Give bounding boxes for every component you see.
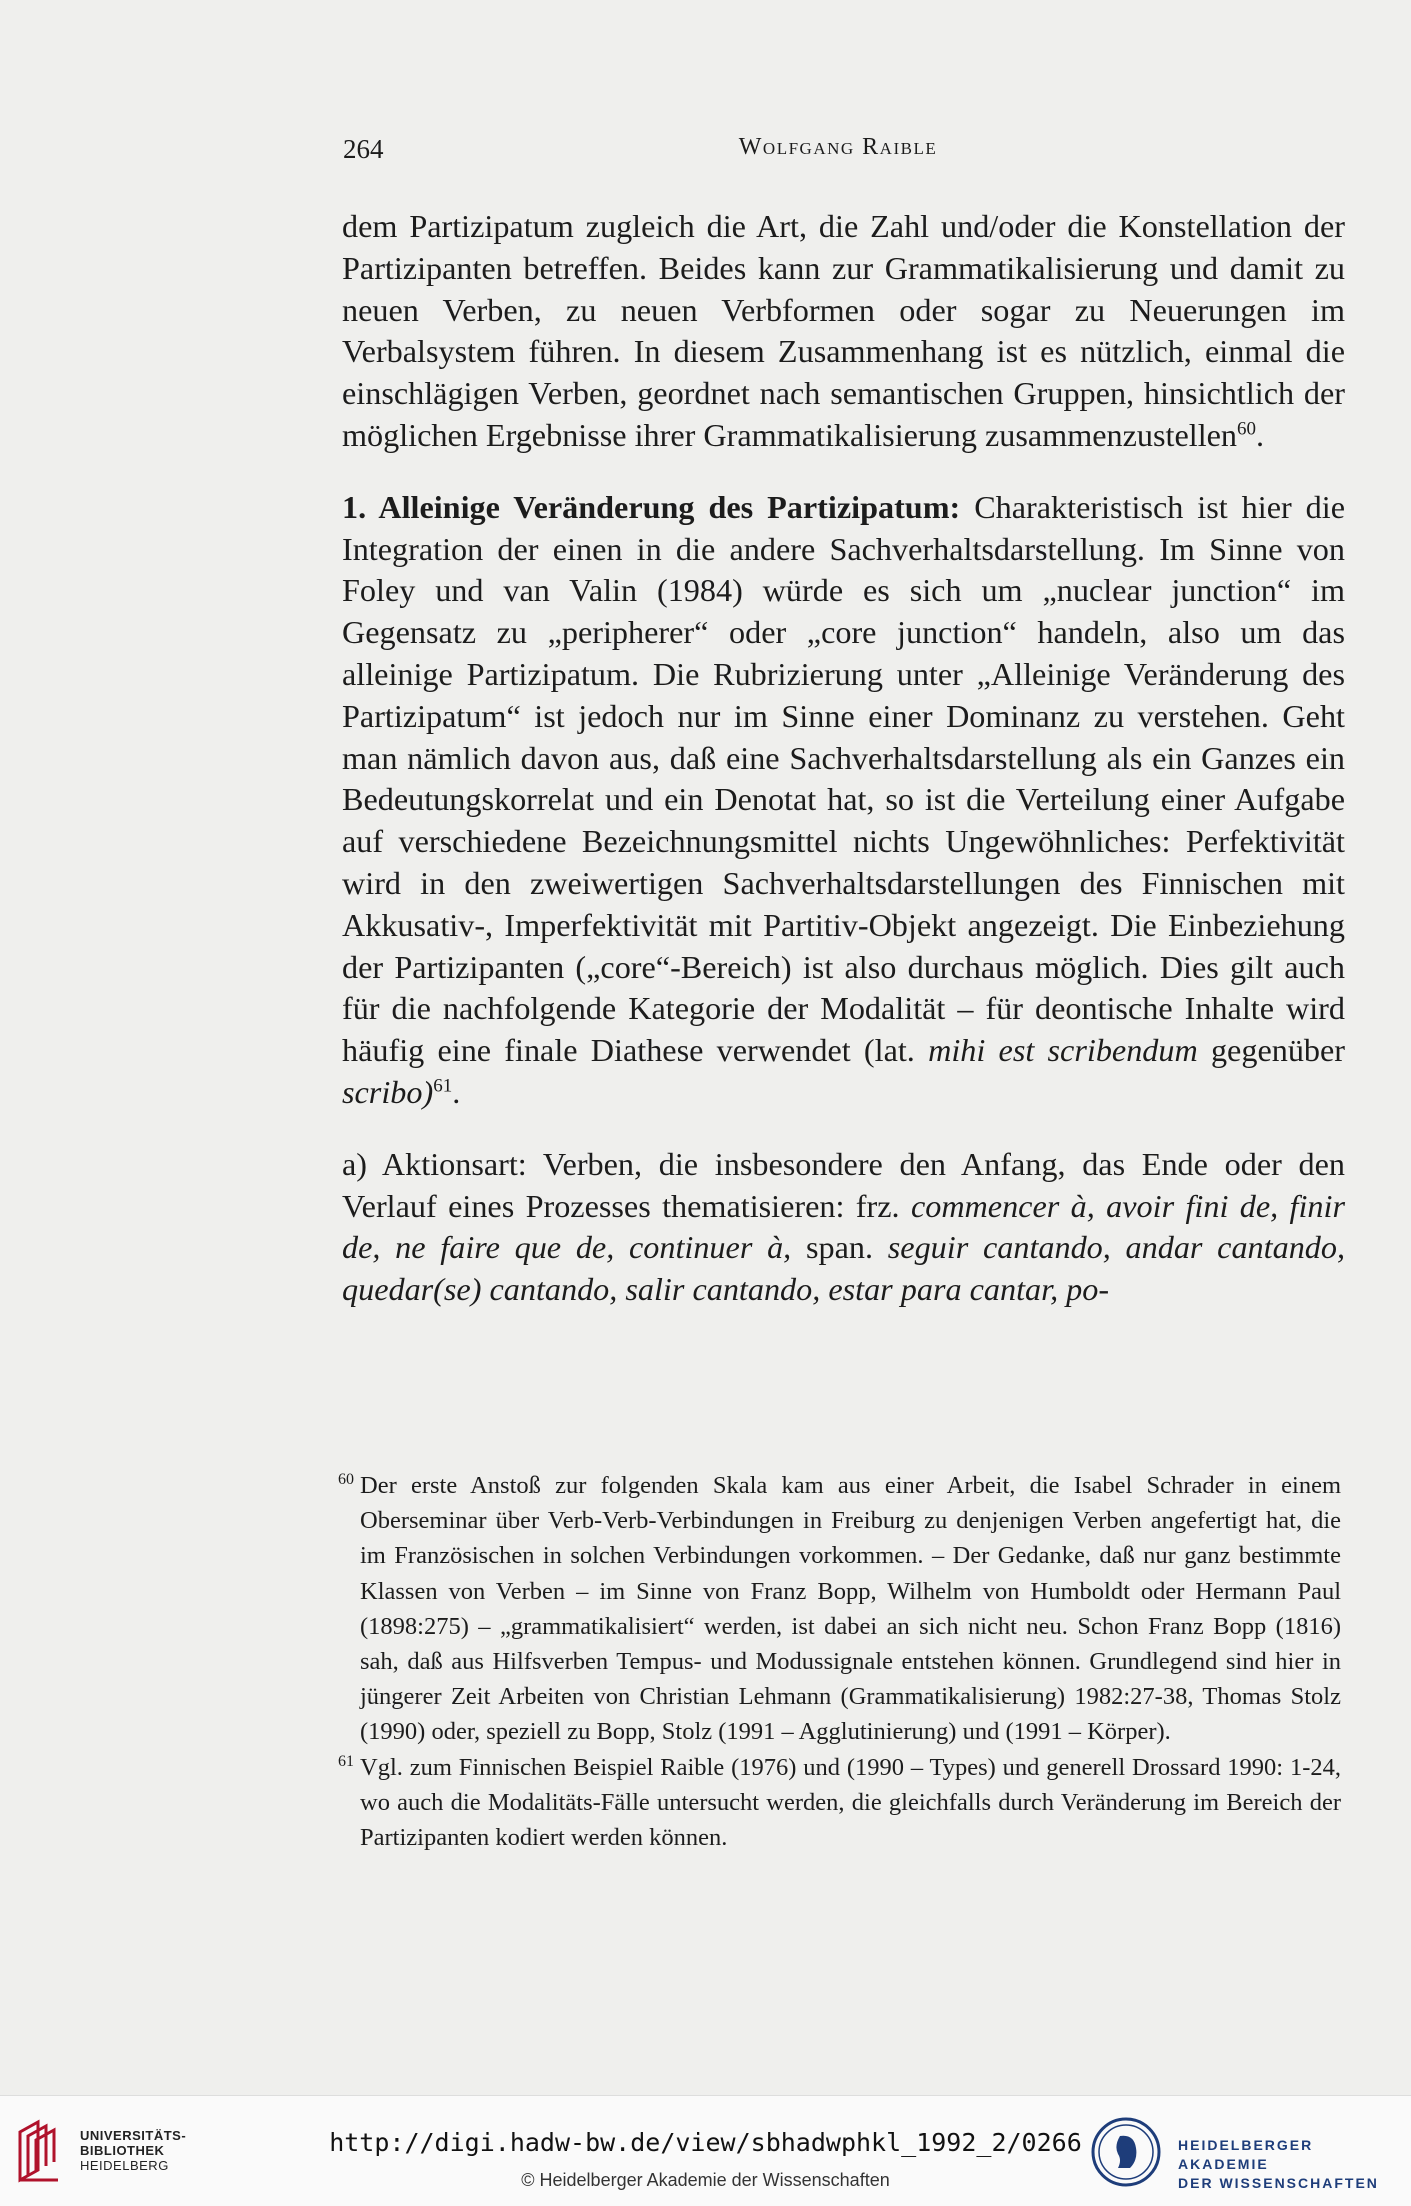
paragraph-3 [342,1144,1345,1311]
library-line-3: HEIDELBERG [80,2158,169,2173]
paragraph-2-mid: gegenüber [1197,1032,1346,1069]
page-header [343,134,1333,174]
academy-seal-icon [1090,2116,1162,2188]
paragraph-2-end: . [452,1073,461,1110]
footnote-ref-60[interactable]: 60 [1237,418,1257,440]
permalink-url[interactable]: http://digi.hadw-bw.de/view/sbhadwphkl_1992_2/0266 [329,2128,1082,2157]
footnotes [338,1468,1341,1855]
viewer-footer [0,2095,1411,2206]
paragraph-3-span: span. [791,1229,888,1266]
paragraph-2-text: Charakteristisch ist hier die Integration der einen in die andere Sachverhaltsdarstellung. Im Sinne von Foley und van Valin (1984) würde es sich um „nuclear junction“ im Gegensatz zu „peripherer“ oder „core junction“ handeln, also um das alleinige Partizipatum. Die Rubrizierung unter „Alleinige Veränderung des Partizipatum“ ist jedoch nur im Sinne einer Dominanz zu verstehen. Geht man nämlich davon aus, daß eine Sachverhaltsdarstellung als ein Ganzes ein Bedeutungskorrelat und ein Denotat hat, so ist die Verteilung einer Aufgabe auf verschiedene Bezeichnungsmittel nichts Ungewöhnliches: Perfektivität wird in den zweiwertigen Sachverhaltsdarstellungen des Finnischen mit Akkusativ-, Imperfektivität mit Partitiv-Objekt angezeigt. Die Einbeziehung der Partizipanten („core“-Bereich) ist also durchaus möglich. Dies gilt auch für die nachfolgende Kategorie der Modalität – für deontische Inhalte wird häufig eine finale Diathese verwendet (lat. [342,488,1346,1069]
footnote-ref-61[interactable]: 61 [433,1075,453,1097]
paragraph-1 [342,206,1345,457]
academy-line-1: HEIDELBERGER AKADEMIE [1178,2137,1314,2172]
paragraph-2 [342,487,1345,1114]
footnote-mark: 61 [338,1752,354,1770]
academy-line-2: DER WISSENSCHAFTEN [1178,2175,1379,2191]
main-text [342,206,1345,1311]
paragraph-1-text: dem Partizipatum zugleich die Art, die Zahl und/oder die Konstellation der Partizipanten betreffen. Beides kann zur Grammatikalisierung und damit zu neuen Verben, zu neuen Verbformen oder sogar zu Neuerungen im Verbalsystem führen. In diesem Zusammenhang ist es nützlich, einmal die einschlägigen Verben, geordnet nach semantischen Gruppen, hinsichtlich der möglichen Ergebnisse ihrer Grammatikalisierung zusammenzustellen [342,208,1345,453]
running-head: Wolfgang Raible [738,134,938,160]
latin-example-1: mihi est scribendum [928,1032,1198,1069]
academy-logo-link[interactable] [1090,2116,1400,2190]
footnote-mark: 60 [338,1471,354,1488]
section-heading: 1. Alleinige Veränderung des Partizipatum: [342,488,961,525]
paragraph-3-text: a) Aktionsart: Verben, die insbesondere den Anfang, das Ende oder den Verlauf eines Prozesses thematisieren: frz. [342,1145,1345,1224]
french-examples: commencer à, avoir fini de, finir de, ne faire que de, continuer à, [342,1187,1345,1266]
latin-example-2: scribo) [342,1073,434,1110]
footnote-text: Vgl. zum Finnischen Beispiel Raible (1976) und (1990 – Types) und generell Drossard 1990: 1-24, wo auch die Modalitäts-Fälle untersucht werden, die gleichfalls durch Veränderung im Bereich der Partizipanten kodiert werden können. [360,1753,1341,1852]
spanish-examples: seguir cantando, andar cantando, quedar(se) cantando, salir cantando, estar para cantar, po- [342,1229,1346,1308]
footnote-61 [338,1750,1341,1856]
footnote-text: Der erste Anstoß zur folgenden Skala kam aus einer Arbeit, die Isabel Schrader in einem Oberseminar über Verb-Verb-Verbindungen in Freiburg zu denjenigen Verben angefertigt hat, die im Französischen in solchen Verbindungen vorkommen. – Der Gedanke, daß nur ganz bestimmte Klassen von Verben – im Sinne von Franz Bopp, Wilhelm von Humboldt oder Hermann Paul (1898:275) – „grammatikalisiert“ werden, ist dabei an sich nicht neu. Schon Franz Bopp (1816) sah, daß aus Hilfsverben Tempus- und Modussignale entstehen können. Grundlegend sind hier in jüngerer Zeit Arbeiten von Christian Lehmann (Grammatikalisierung) 1982:27-38, Thomas Stolz (1990) oder, speziell zu Bopp, Stolz (1991 – Agglutinierung) und (1991 – Körper). [360,1472,1341,1746]
library-line-1: UNIVERSITÄTS- [80,2128,187,2143]
library-line-2: BIBLIOTHEK [80,2143,165,2158]
copyright-notice: © Heidelberger Akademie der Wissenschaften [521,2170,890,2190]
paragraph-1-end: . [1256,416,1265,453]
footnote-60 [338,1468,1341,1750]
academy-name [1178,2136,1400,2193]
page-number: 264 [343,134,384,164]
